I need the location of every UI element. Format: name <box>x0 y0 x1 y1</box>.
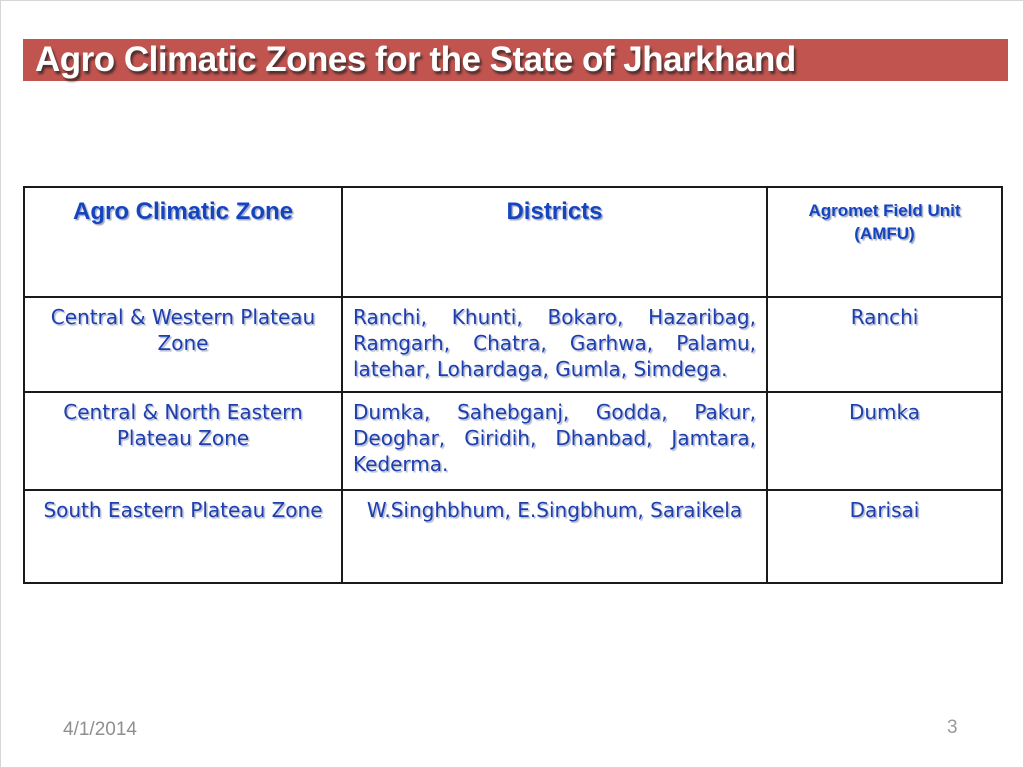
title-bar <box>23 39 1008 81</box>
districts-cell: W.Singhbhum, E.Singbhum, Saraikela <box>342 490 767 583</box>
table-header-row <box>24 187 1002 297</box>
column-header-agromet-field-unit: Agromet Field Unit (AMFU) <box>767 187 1002 297</box>
table-row <box>24 392 1002 490</box>
amfu-cell: Ranchi <box>767 297 1002 392</box>
footer-date: 4/1/2014 <box>63 719 137 740</box>
table-row <box>24 297 1002 392</box>
zone-name-cell: Central & North Eastern Plateau Zone <box>24 392 342 490</box>
table-row <box>24 490 1002 583</box>
column-header-districts: Districts <box>342 187 767 297</box>
amfu-cell: Darisai <box>767 490 1002 583</box>
slide-title: Agro Climatic Zones for the State of Jharkhand <box>35 40 796 79</box>
agro-climatic-zones-table <box>23 186 1003 584</box>
zone-name-cell: Central & Western Plateau Zone <box>24 297 342 392</box>
districts-cell: Ranchi, Khunti, Bokaro, Hazaribag, Ramgarh, Chatra, Garhwa, Palamu, latehar, Lohardaga, Gumla, Simdega. <box>342 297 767 392</box>
districts-cell: Dumka, Sahebganj, Godda, Pakur, Deoghar, Giridih, Dhanbad, Jamtara, Kederma. <box>342 392 767 490</box>
footer-page-number: 3 <box>947 717 958 738</box>
zone-name-cell: South Eastern Plateau Zone <box>24 490 342 583</box>
column-header-agro-climatic-zone: Agro Climatic Zone <box>24 187 342 297</box>
amfu-cell: Dumka <box>767 392 1002 490</box>
